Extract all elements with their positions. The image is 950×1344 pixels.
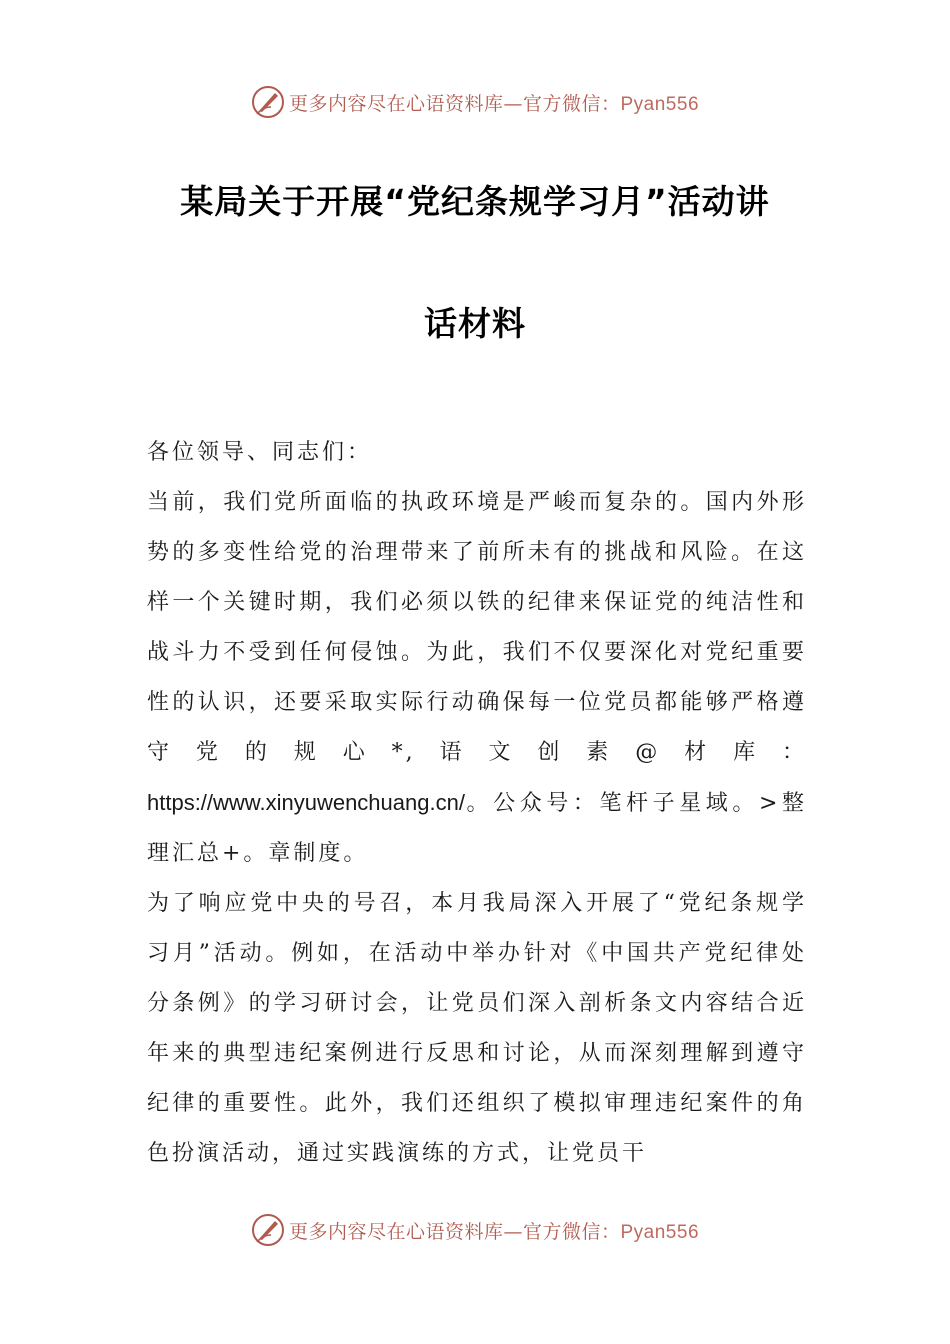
paragraph-1: 当前，我们党所面临的执政环境是严峻而复杂的。国内外形势的多变性给党的治理带来了前所未有的挑战和风险。在这样一个关键时期，我们必须以铁的纪律来保证党的纯洁性和战斗力不受到任何侵蚀。为此，我们不仅要深化对党纪重要性的认识，还要采取实际行动确保每一位党员都能够严格遵守党的规心*,语文创素@材库：https://www.xinyuwenchuang.cn/。公众号：笔杆子星域。>整理汇总+。章制度。 <box>147 490 807 866</box>
document-body <box>147 428 807 1179</box>
quill-logo-icon <box>251 1213 285 1247</box>
website-url: https://www.xinyuwenchuang.cn/ <box>147 790 465 815</box>
watermark-text: 更多内容尽在心语资料库—官方微信：Pyan556 <box>288 92 700 115</box>
watermark-banner-top <box>0 82 950 122</box>
quill-logo-icon <box>251 85 285 119</box>
salutation: 各位领导、同志们： <box>147 440 373 465</box>
watermark-text: 更多内容尽在心语资料库—官方微信：Pyan556 <box>288 1220 700 1243</box>
document-title-line2: 话材料 <box>424 304 526 343</box>
watermark-banner-bottom <box>0 1210 950 1250</box>
document-title-line1: 某局关于开展“党纪条规学习月”活动讲 <box>180 182 770 221</box>
paragraph-2: 为了响应党中央的号召，本月我局深入开展了“党纪条规学习月”活动。例如，在活动中举办针对《中国共产党纪律处分条例》的学习研讨会，让党员们深入剖析条文内容结合近年来的典型违纪案例进行反思和讨论，从而深刻理解到遵守纪律的重要性。此外，我们还组织了模拟审理违纪案件的角色扮演活动，通过实践演练的方式，让党员干 <box>147 891 807 1166</box>
